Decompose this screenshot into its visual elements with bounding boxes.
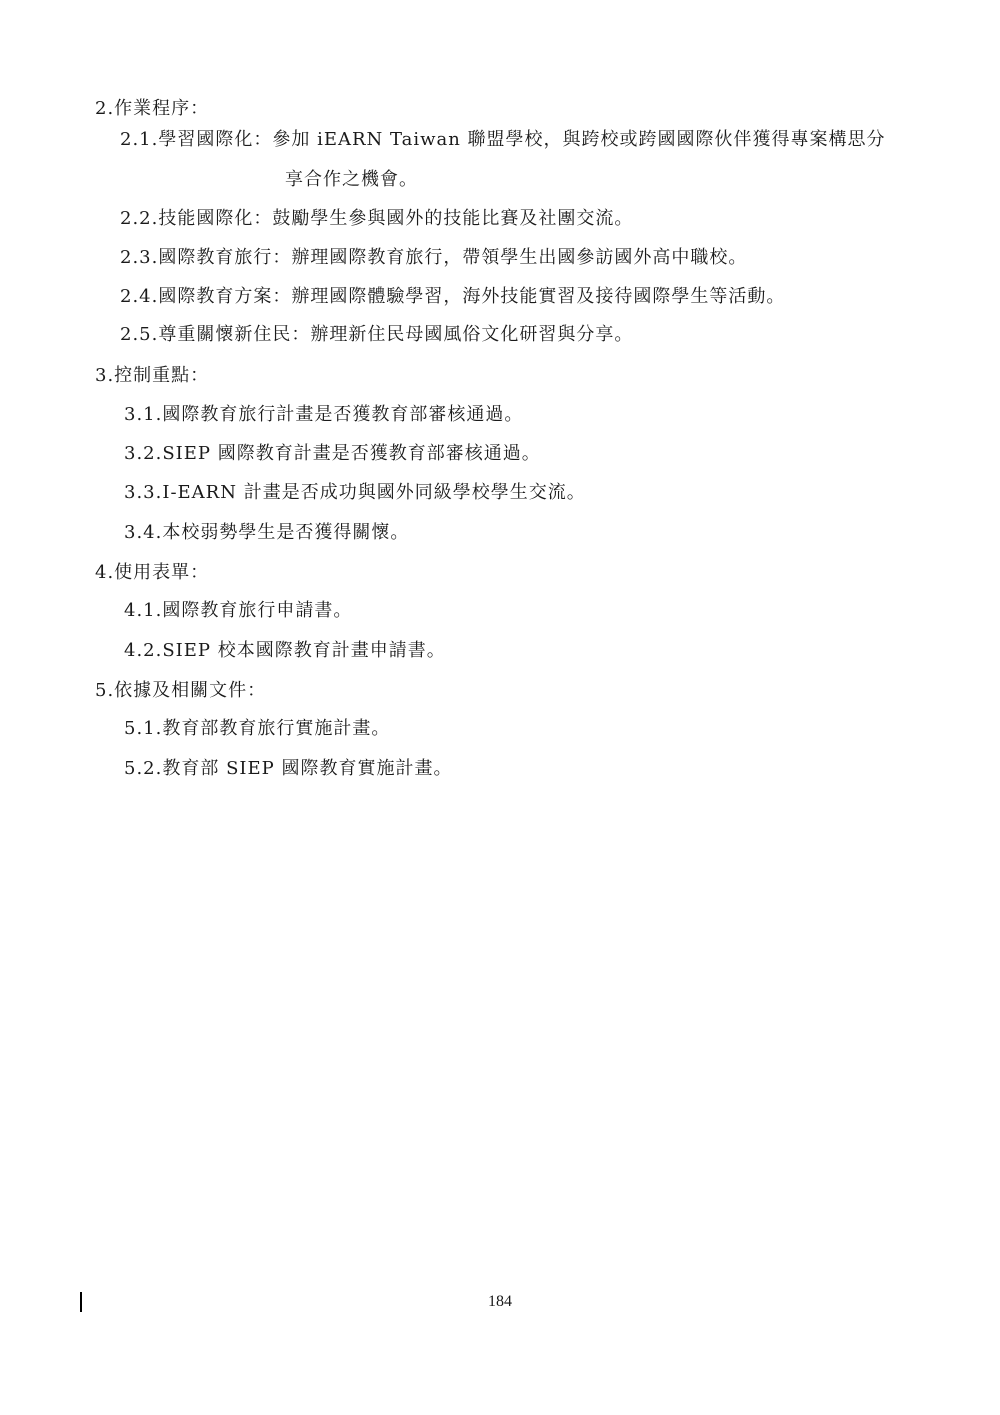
item-2-4: 2.4.國際教育方案：辦理國際體驗學習，海外技能實習及接待國際學生等活動。 [120, 286, 786, 307]
item-5-2: 5.2.教育部 SIEP 國際教育實施計畫。 [124, 758, 453, 779]
section-5-heading: 5.依據及相關文件： [95, 680, 267, 701]
item-3-4: 3.4.本校弱勢學生是否獲得關懷。 [124, 522, 410, 543]
item-2-5: 2.5.尊重關懷新住民：辦理新住民母國風俗文化研習與分享。 [120, 324, 634, 345]
item-2-1-continuation: 享合作之機會。 [285, 169, 418, 190]
page-number: 184 [488, 1293, 512, 1310]
item-3-3: 3.3.I-EARN 計畫是否成功與國外同級學校學生交流。 [124, 482, 586, 503]
item-4-2: 4.2.SIEP 校本國際教育計畫申請書。 [124, 640, 446, 661]
section-3-heading: 3.控制重點： [95, 365, 210, 386]
section-2-heading: 2.作業程序： [95, 98, 210, 119]
section-4-heading: 4.使用表單： [95, 562, 210, 583]
item-5-1: 5.1.教育部教育旅行實施計畫。 [124, 718, 391, 739]
item-3-1: 3.1.國際教育旅行計畫是否獲教育部審核通過。 [124, 404, 524, 425]
item-2-1: 2.1.學習國際化：參加 iEARN Taiwan 聯盟學校，與跨校或跨國國際伙伴獲得專案構思分 [120, 129, 886, 150]
item-4-1: 4.1.國際教育旅行申請書。 [124, 600, 353, 621]
item-2-3: 2.3.國際教育旅行：辦理國際教育旅行，帶領學生出國參訪國外高中職校。 [120, 247, 748, 268]
item-3-2: 3.2.SIEP 國際教育計畫是否獲教育部審核通過。 [124, 443, 541, 464]
item-2-2: 2.2.技能國際化：鼓勵學生參與國外的技能比賽及社團交流。 [120, 208, 634, 229]
